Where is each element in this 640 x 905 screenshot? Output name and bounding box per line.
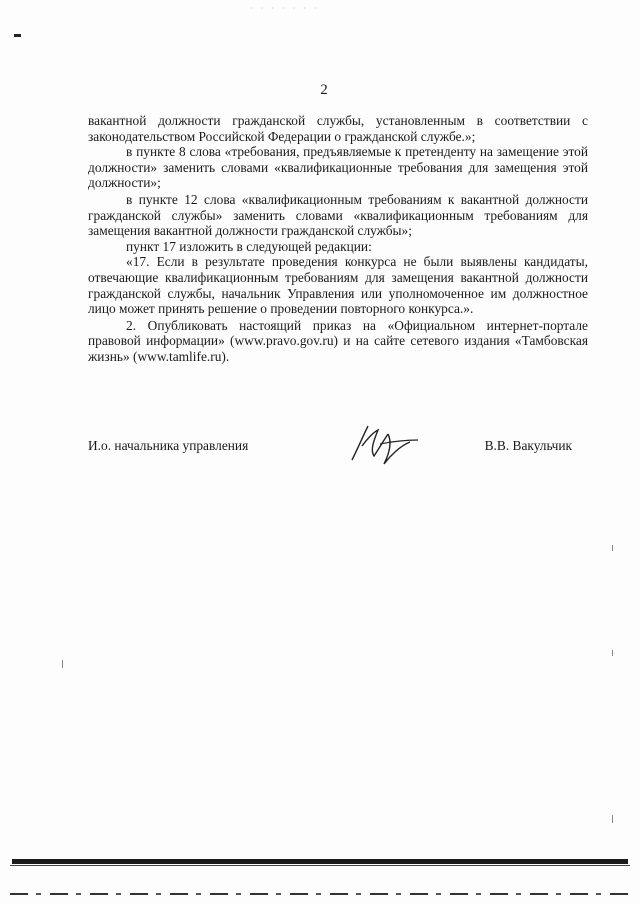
signatory-title: И.о. начальника управления [88, 438, 249, 453]
paragraph-publish: 2. Опубликовать настоящий приказ на «Официальном интернет-портале правовой информации» (www.pravo.gov.ru) и на сайте сетевого издания «Тамбовская жизнь» (www.tamlife.ru). [88, 317, 588, 364]
signatory-name: В.В. Вакульчик [484, 438, 572, 453]
paragraph-item-12: в пункте 12 слова «квалификационным требованиям к вакантной должности гражданской службы» заменить словами «квалификационным требованиям для замещения вакантной должности гражданской службы»; [88, 191, 588, 239]
document-body [88, 113, 588, 365]
scan-edge-dashes [10, 893, 630, 895]
paragraph-item-17-intro: пункт 17 изложить в следующей редакции: [126, 238, 372, 254]
scan-artifact-speck [612, 545, 613, 551]
paragraph-continuation: вакантной должности гражданской службы, установленным в соответствии с законодательством Российской Федерации о гражданской службе.»; [88, 113, 588, 144]
page-number: 2 [320, 82, 328, 98]
signature-block [88, 430, 588, 470]
paragraph-item-17-text: «17. Если в результате проведения конкурса не были выявлены кандидаты, отвечающие квалификационным требованиям для замещения вакантной должности гражданской службы, начальник Управления или уполномоченное им должностное лицо может принять решение о проведении повторного конкурса.». [88, 254, 588, 317]
scan-artifact-mark [14, 34, 21, 37]
scan-edge-bar [12, 859, 628, 864]
scan-artifact-speck [612, 650, 613, 656]
scan-artifact-speck [612, 815, 613, 823]
scan-artifact-speck [62, 660, 63, 668]
scan-artifact-noise: · · · · · · · [250, 4, 320, 13]
paragraph-item-8: в пункте 8 слова «требования, предъявляемые к претенденту на замещение этой должности» заменить словами «квалификационные требования для замещения этой должности»; [88, 144, 588, 191]
handwritten-signature [344, 420, 424, 470]
scan-edge-line [10, 865, 630, 866]
